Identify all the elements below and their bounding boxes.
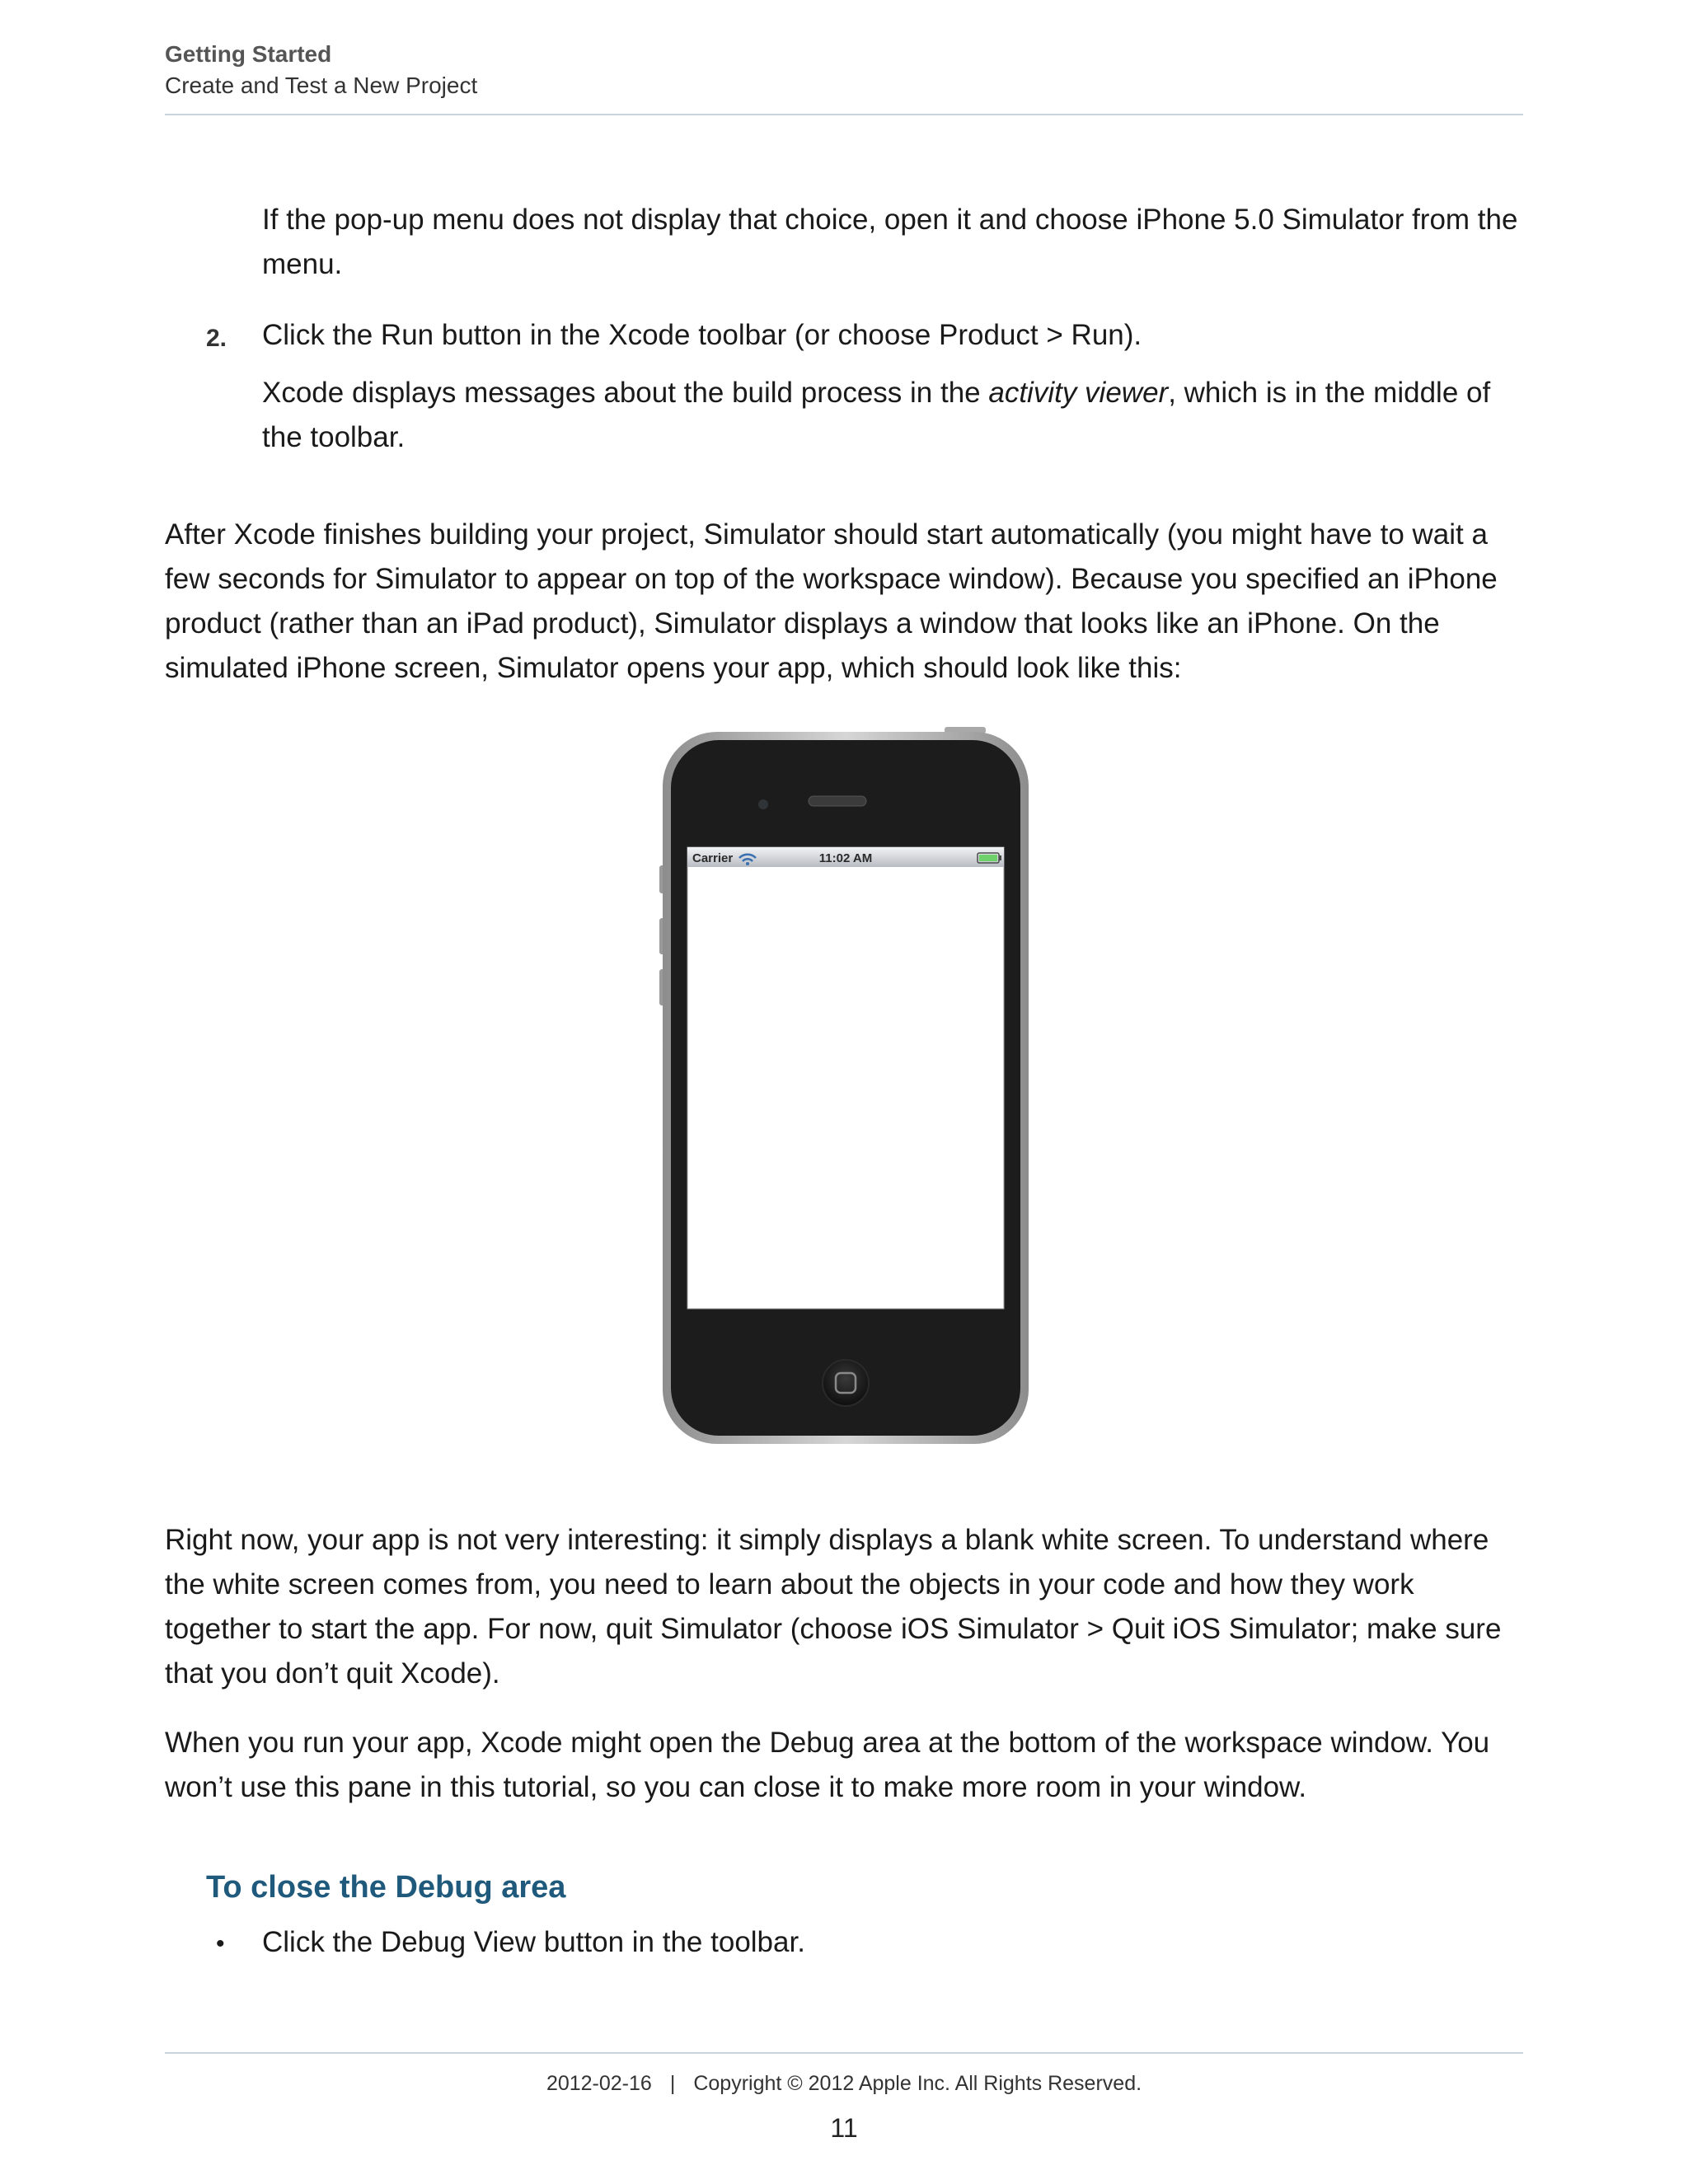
footer-separator: | — [669, 2072, 676, 2095]
simulator-screen — [687, 847, 1004, 1309]
status-time: 11:02 AM — [818, 851, 873, 865]
debug-paragraph: When you run your app, Xcode might open the Debug area at the bottom of the workspace window. You won’t use this pane in this tutorial, so you can close it to make more room in your window. — [165, 1727, 1490, 1803]
activity-paragraph — [262, 371, 1523, 460]
header-rule — [165, 114, 1523, 115]
activity-viewer-term: activity viewer — [988, 377, 1169, 409]
bullet-symbol: • — [216, 1930, 225, 1957]
header-chapter: Getting Started — [165, 41, 332, 67]
task-heading: To close the Debug area — [206, 1870, 566, 1905]
earpiece-speaker — [809, 796, 866, 806]
home-button — [823, 1360, 869, 1406]
page-number: 11 — [830, 2113, 858, 2143]
header-section: Create and Test a New Project — [165, 73, 478, 98]
after-build-paragraph: After Xcode finishes building your project, Simulator should start automatically (you might have to wait a few seconds for Simulator to appear on top of the workspace window). Because you specified an iPhone product (rather than an iPad product), Simulator displays a window that looks like an iPhone. On the simulated iPhone screen, Simulator opens your app, which should look like this: — [165, 518, 1498, 684]
footer-copyright: Copyright © 2012 Apple Inc. All Rights Reserved. — [693, 2072, 1142, 2095]
bullet-text: Click the Debug View button in the toolbar. — [262, 1926, 805, 1958]
footer-rule — [165, 2052, 1523, 2054]
right-now-paragraph: Right now, your app is not very interesting: it simply displays a blank white screen. To understand where the white screen comes from, you need to learn about the objects in your code and how they work together to start the app. For now, quit Simulator (choose iOS Simulator > Quit iOS Simulator; make sure that you don’t quit Xcode). — [165, 1524, 1502, 1690]
front-camera-icon — [758, 799, 768, 809]
footer — [165, 2067, 1523, 2100]
activity-text-after: , which is in the middle of the toolbar. — [262, 377, 1491, 453]
step-number: 2. — [206, 325, 227, 352]
step2-text: Click the Run button in the Xcode toolbar (or choose Product > Run). — [262, 319, 1142, 351]
page-header — [165, 40, 1523, 102]
footer-date: 2012-02-16 — [546, 2072, 652, 2095]
activity-text-before: Xcode displays messages about the build process in the — [262, 377, 989, 409]
iphone-illustration — [656, 725, 1035, 1451]
popup-paragraph: If the pop-up menu does not display that choice, open it and choose iPhone 5.0 Simulator from the menu. — [262, 204, 1518, 280]
iphone-simulator-figure — [656, 725, 1035, 1451]
carrier-label: Carrier — [692, 851, 734, 865]
